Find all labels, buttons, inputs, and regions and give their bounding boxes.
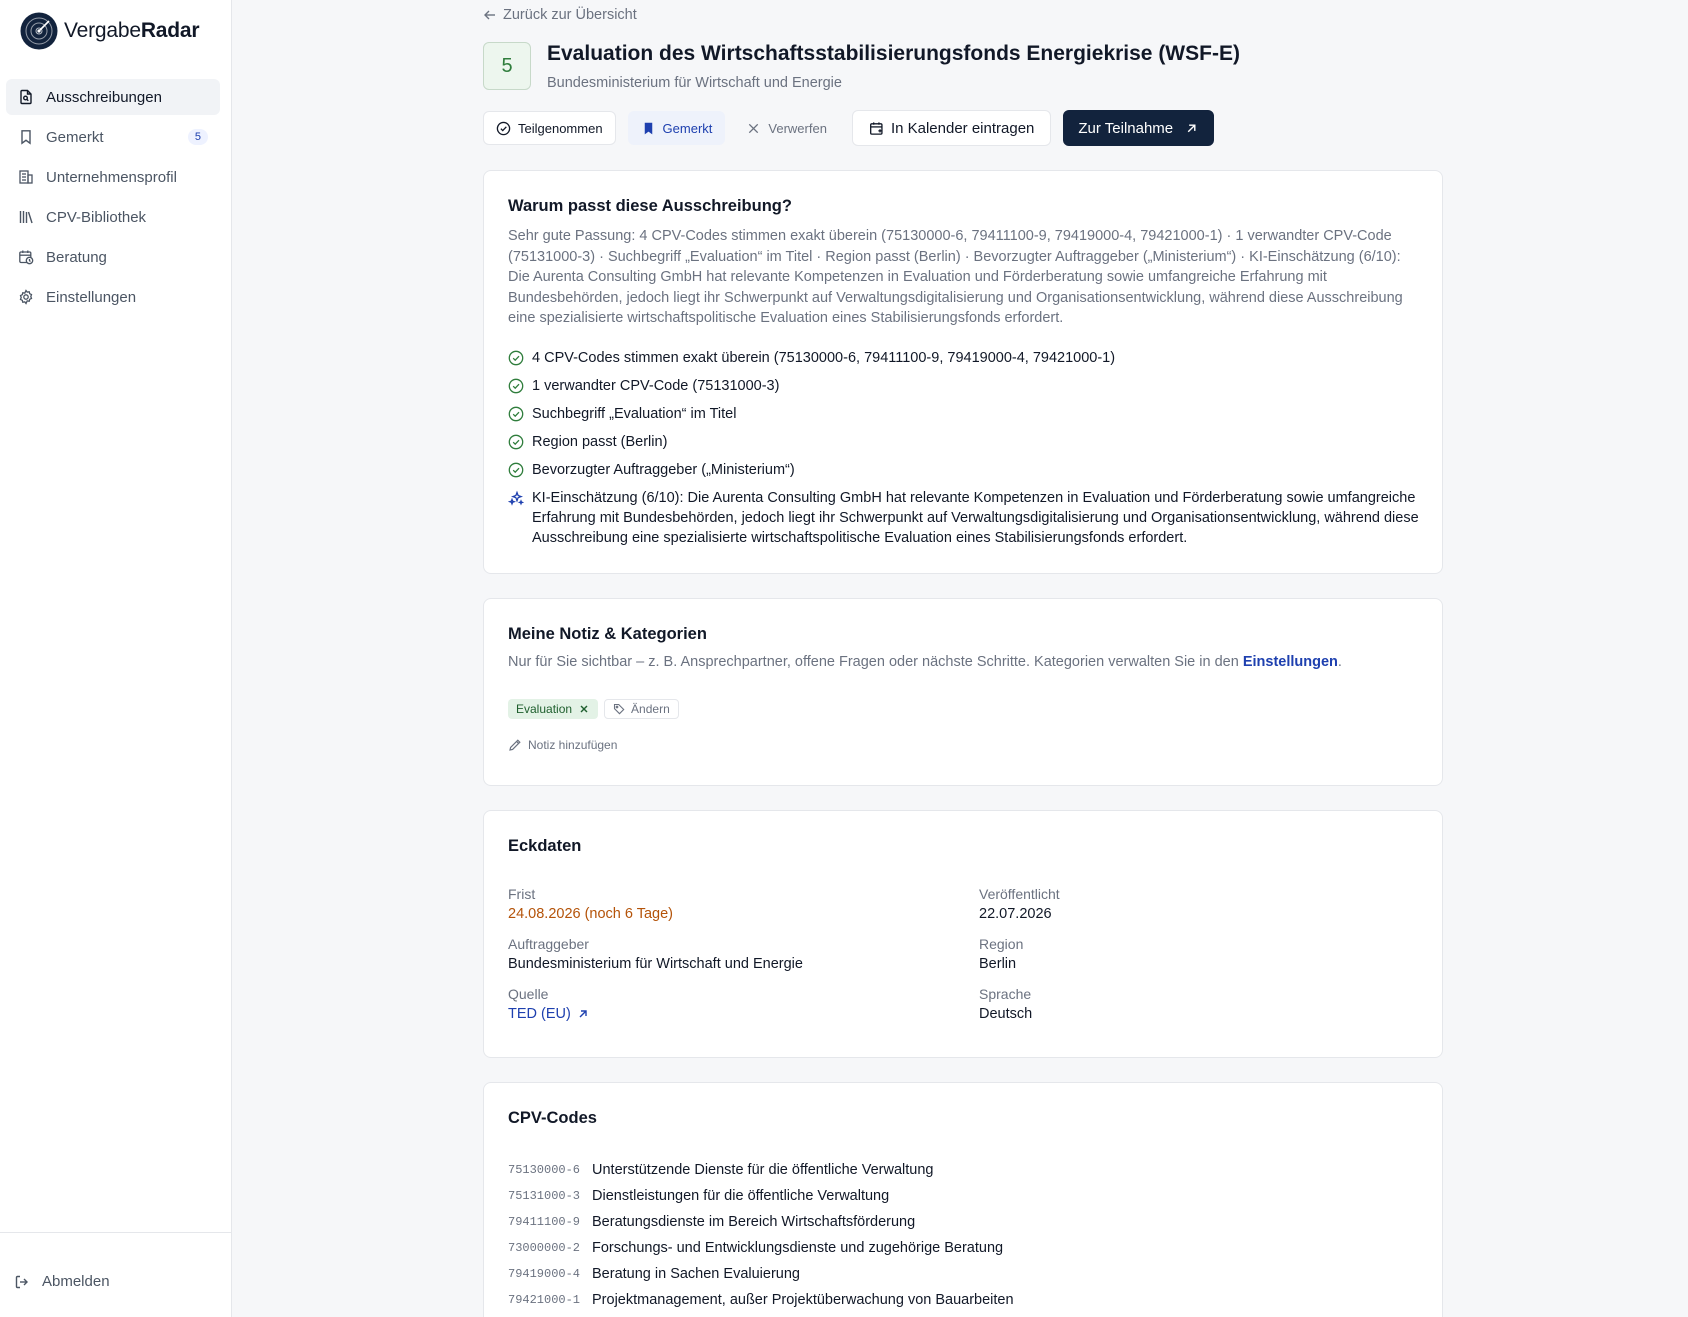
list-item [508, 404, 1420, 424]
score-badge: 5 [483, 42, 531, 90]
check-circle-icon [508, 462, 524, 478]
fact-region [979, 935, 1420, 975]
sidebar-item-gemerkt[interactable] [6, 119, 220, 155]
category-tag-label: Evaluation [516, 702, 573, 716]
reason-text: 1 verwandter CPV-Code (75131000-3) [532, 378, 780, 394]
list-item [508, 1287, 1014, 1313]
sidebar-item-label: Einstellungen [46, 288, 137, 306]
list-item [508, 1157, 1014, 1183]
source-link[interactable] [508, 1003, 589, 1025]
key-facts-card [483, 810, 1443, 1058]
source-link-label: TED (EU) [508, 1006, 571, 1022]
external-arrow-icon [1184, 121, 1199, 136]
sidebar-item-ausschreibungen[interactable] [6, 79, 220, 115]
cpv-heading: CPV-Codes [508, 1109, 597, 1127]
discard-button[interactable] [733, 111, 840, 145]
fact-value: Berlin [979, 956, 1017, 972]
back-label: Zurück zur Übersicht [503, 7, 637, 23]
add-to-calendar-button[interactable] [852, 110, 1051, 146]
cpv-label: Beratung in Sachen Evaluierung [592, 1266, 800, 1282]
match-reasons-list [508, 348, 1420, 556]
calendar-plus-icon [869, 121, 884, 136]
fact-language [979, 985, 1420, 1025]
fact-value: 24.08.2026 (noch 6 Tage) [508, 906, 674, 922]
close-icon [746, 121, 761, 136]
list-item [508, 1235, 1014, 1261]
sidebar-nav [6, 79, 220, 319]
add-note-button[interactable] [508, 738, 617, 752]
fact-label: Auftraggeber [508, 936, 589, 952]
match-heading: Warum passt diese Ausschreibung? [508, 197, 792, 215]
logout-button[interactable] [14, 1273, 110, 1290]
remove-tag-icon[interactable] [578, 703, 590, 715]
cpv-label: Unterstützende Dienste für die öffentliche Verwaltung [592, 1162, 934, 1178]
check-circle-icon [508, 406, 524, 422]
fact-label: Quelle [508, 986, 549, 1002]
list-item [508, 348, 1420, 368]
fact-label: Sprache [979, 986, 1032, 1002]
bookmarked-button[interactable] [628, 111, 726, 145]
library-icon [18, 209, 34, 225]
fact-value: Deutsch [979, 1006, 1033, 1022]
change-categories-button[interactable] [604, 699, 679, 719]
fact-source [508, 985, 979, 1025]
cpv-label: Beratungsdienste im Bereich Wirtschaftsförderung [592, 1214, 916, 1230]
app-logo[interactable] [20, 12, 199, 50]
sidebar-item-beratung[interactable] [6, 239, 220, 275]
reason-text: Region passt (Berlin) [532, 434, 668, 450]
add-note-label: Notiz hinzufügen [528, 738, 618, 752]
cpv-code: 79411100-9 [508, 1215, 581, 1229]
check-circle-icon [508, 350, 524, 366]
key-facts-grid [508, 885, 1420, 1025]
sidebar-item-einstellungen[interactable] [6, 279, 220, 315]
fact-deadline [508, 885, 979, 925]
sparkles-icon [508, 490, 524, 506]
page-subtitle: Bundesministerium für Wirtschaft und Energie [547, 75, 842, 91]
reason-text: 4 CPV-Codes stimmen exakt überein (75130000-6, 79411100-9, 79419000-4, 79421000-1) [532, 350, 1116, 366]
bookmark-filled-icon [641, 121, 656, 136]
fact-label: Veröffentlicht [979, 886, 1060, 902]
check-circle-icon [508, 434, 524, 450]
key-facts-heading: Eckdaten [508, 837, 582, 855]
fact-client [508, 935, 979, 975]
cpv-code: 79421000-1 [508, 1293, 581, 1307]
sidebar [0, 0, 232, 1317]
check-circle-icon [508, 378, 524, 394]
cpv-code: 73000000-2 [508, 1241, 581, 1255]
participated-button[interactable] [483, 111, 616, 145]
notes-card [483, 598, 1443, 786]
radar-logo-icon [20, 12, 58, 50]
match-card [483, 170, 1443, 574]
document-search-icon [18, 89, 34, 105]
participate-button[interactable] [1063, 110, 1214, 146]
sidebar-footer [0, 1232, 232, 1317]
fact-published [979, 885, 1420, 925]
reason-text: Suchbegriff „Evaluation“ im Titel [532, 406, 737, 422]
page-title: Evaluation des Wirtschaftsstabilisierungsfonds Energiekrise (WSF-E) [547, 42, 1240, 65]
list-item [508, 460, 1420, 480]
app-name: VergabeRadar [64, 19, 200, 42]
cpv-label: Projektmanagement, außer Projektüberwachung von Bauarbeiten [592, 1292, 1014, 1308]
list-item [508, 1183, 1014, 1209]
change-label: Ändern [631, 702, 670, 716]
reason-text: Bevorzugter Auftraggeber („Ministerium“) [532, 462, 795, 478]
check-circle-icon [496, 121, 511, 136]
tag-icon [613, 703, 625, 715]
pencil-icon [508, 738, 522, 752]
category-tag[interactable] [508, 699, 598, 719]
list-item [508, 376, 1420, 396]
cpv-code: 75130000-6 [508, 1163, 581, 1177]
add-to-calendar-label: In Kalender eintragen [890, 119, 1035, 137]
back-link[interactable] [483, 7, 637, 23]
gear-icon [18, 289, 34, 305]
discard-label: Verwerfen [768, 120, 827, 136]
list-item [508, 488, 1420, 548]
fact-value: 22.07.2026 [979, 906, 1052, 922]
cpv-code: 79419000-4 [508, 1267, 581, 1281]
match-summary: Sehr gute Passung: 4 CPV-Codes stimmen exakt überein (75130000-6, 79411100-9, 79419000-4, 79421000-1) · 1 verwandter CPV-Code (75131000-3) · Suchbegriff „Evaluation“ im Titel · Region passt (Berlin) · Bevorzugter Auftraggeber („Ministerium“) · KI-Einschätzung (6/10): Die Aurenta Consulting GmbH hat relevante Kompetenzen in Evaluation und Förderberatung sowie umfangreiche Erfahrung mit Bundesbehörden, jedoch liegt ihr Schwerpunkt auf Verwaltungsdigitalisierung und Organisationsentwicklung, während diese Ausschreibung eine spezialisierte wirtschaftspolitische Evaluation eines Stabilisierungsfonds erfordert. [508, 228, 1403, 326]
sidebar-item-label: Ausschreibungen [46, 88, 162, 106]
notes-heading: Meine Notiz & Kategorien [508, 625, 707, 643]
cpv-list [508, 1157, 1014, 1313]
fact-label: Frist [508, 886, 536, 902]
ai-reason-text: KI-Einschätzung (6/10): Die Aurenta Consulting GmbH hat relevante Kompetenzen in Evaluation und Förderberatung sowie umfangreiche Erfahrung mit Bundesbehörden, jedoch liegt ihr Schwerpunkt auf Verwaltungsdigitalisierung und Organisationsentwicklung, während diese Ausschreibung eine spezialisierte wirtschaftspolitische Evaluation eines Stabilisierungsfonds erfordert. [532, 490, 1419, 546]
bookmark-icon [18, 129, 34, 145]
cpv-codes-card [483, 1082, 1443, 1317]
category-tags [508, 699, 679, 719]
sidebar-item-label: Gemerkt [46, 128, 104, 146]
sidebar-item-label: CPV-Bibliothek [46, 208, 147, 226]
fact-label: Region [979, 936, 1024, 952]
external-arrow-icon [577, 1008, 589, 1020]
calendar-clock-icon [18, 249, 34, 265]
fact-value: Bundesministerium für Wirtschaft und Energie [508, 956, 803, 972]
cpv-label: Dienstleistungen für die öffentliche Verwaltung [592, 1188, 890, 1204]
logout-label: Abmelden [42, 1273, 110, 1290]
sidebar-item-cpv-bibliothek[interactable] [6, 199, 220, 235]
action-bar [483, 110, 1214, 146]
sidebar-item-label: Beratung [46, 248, 107, 266]
participate-label: Zur Teilnahme [1078, 119, 1174, 137]
sidebar-item-label: Unternehmensprofil [46, 168, 177, 186]
sidebar-item-unternehmensprofil[interactable] [6, 159, 220, 195]
building-icon [18, 169, 34, 185]
cpv-code: 75131000-3 [508, 1189, 581, 1203]
cpv-label: Forschungs- und Entwicklungsdienste und zugehörige Beratung [592, 1240, 1004, 1256]
settings-link[interactable]: Einstellungen [1242, 654, 1338, 670]
logout-icon [14, 1274, 30, 1290]
bookmarked-label: Gemerkt [662, 120, 713, 136]
list-item [508, 432, 1420, 452]
list-item [508, 1209, 1014, 1235]
arrow-left-icon [483, 8, 497, 22]
count-badge: 5 [188, 129, 208, 145]
notes-hint: Nur für Sie sichtbar – z. B. Ansprechpartner, offene Fragen oder nächste Schritte. Kategorien verwalten Sie in den Einstellungen. [508, 654, 1342, 670]
list-item [508, 1261, 1014, 1287]
participated-label: Teilgenommen [518, 120, 603, 136]
